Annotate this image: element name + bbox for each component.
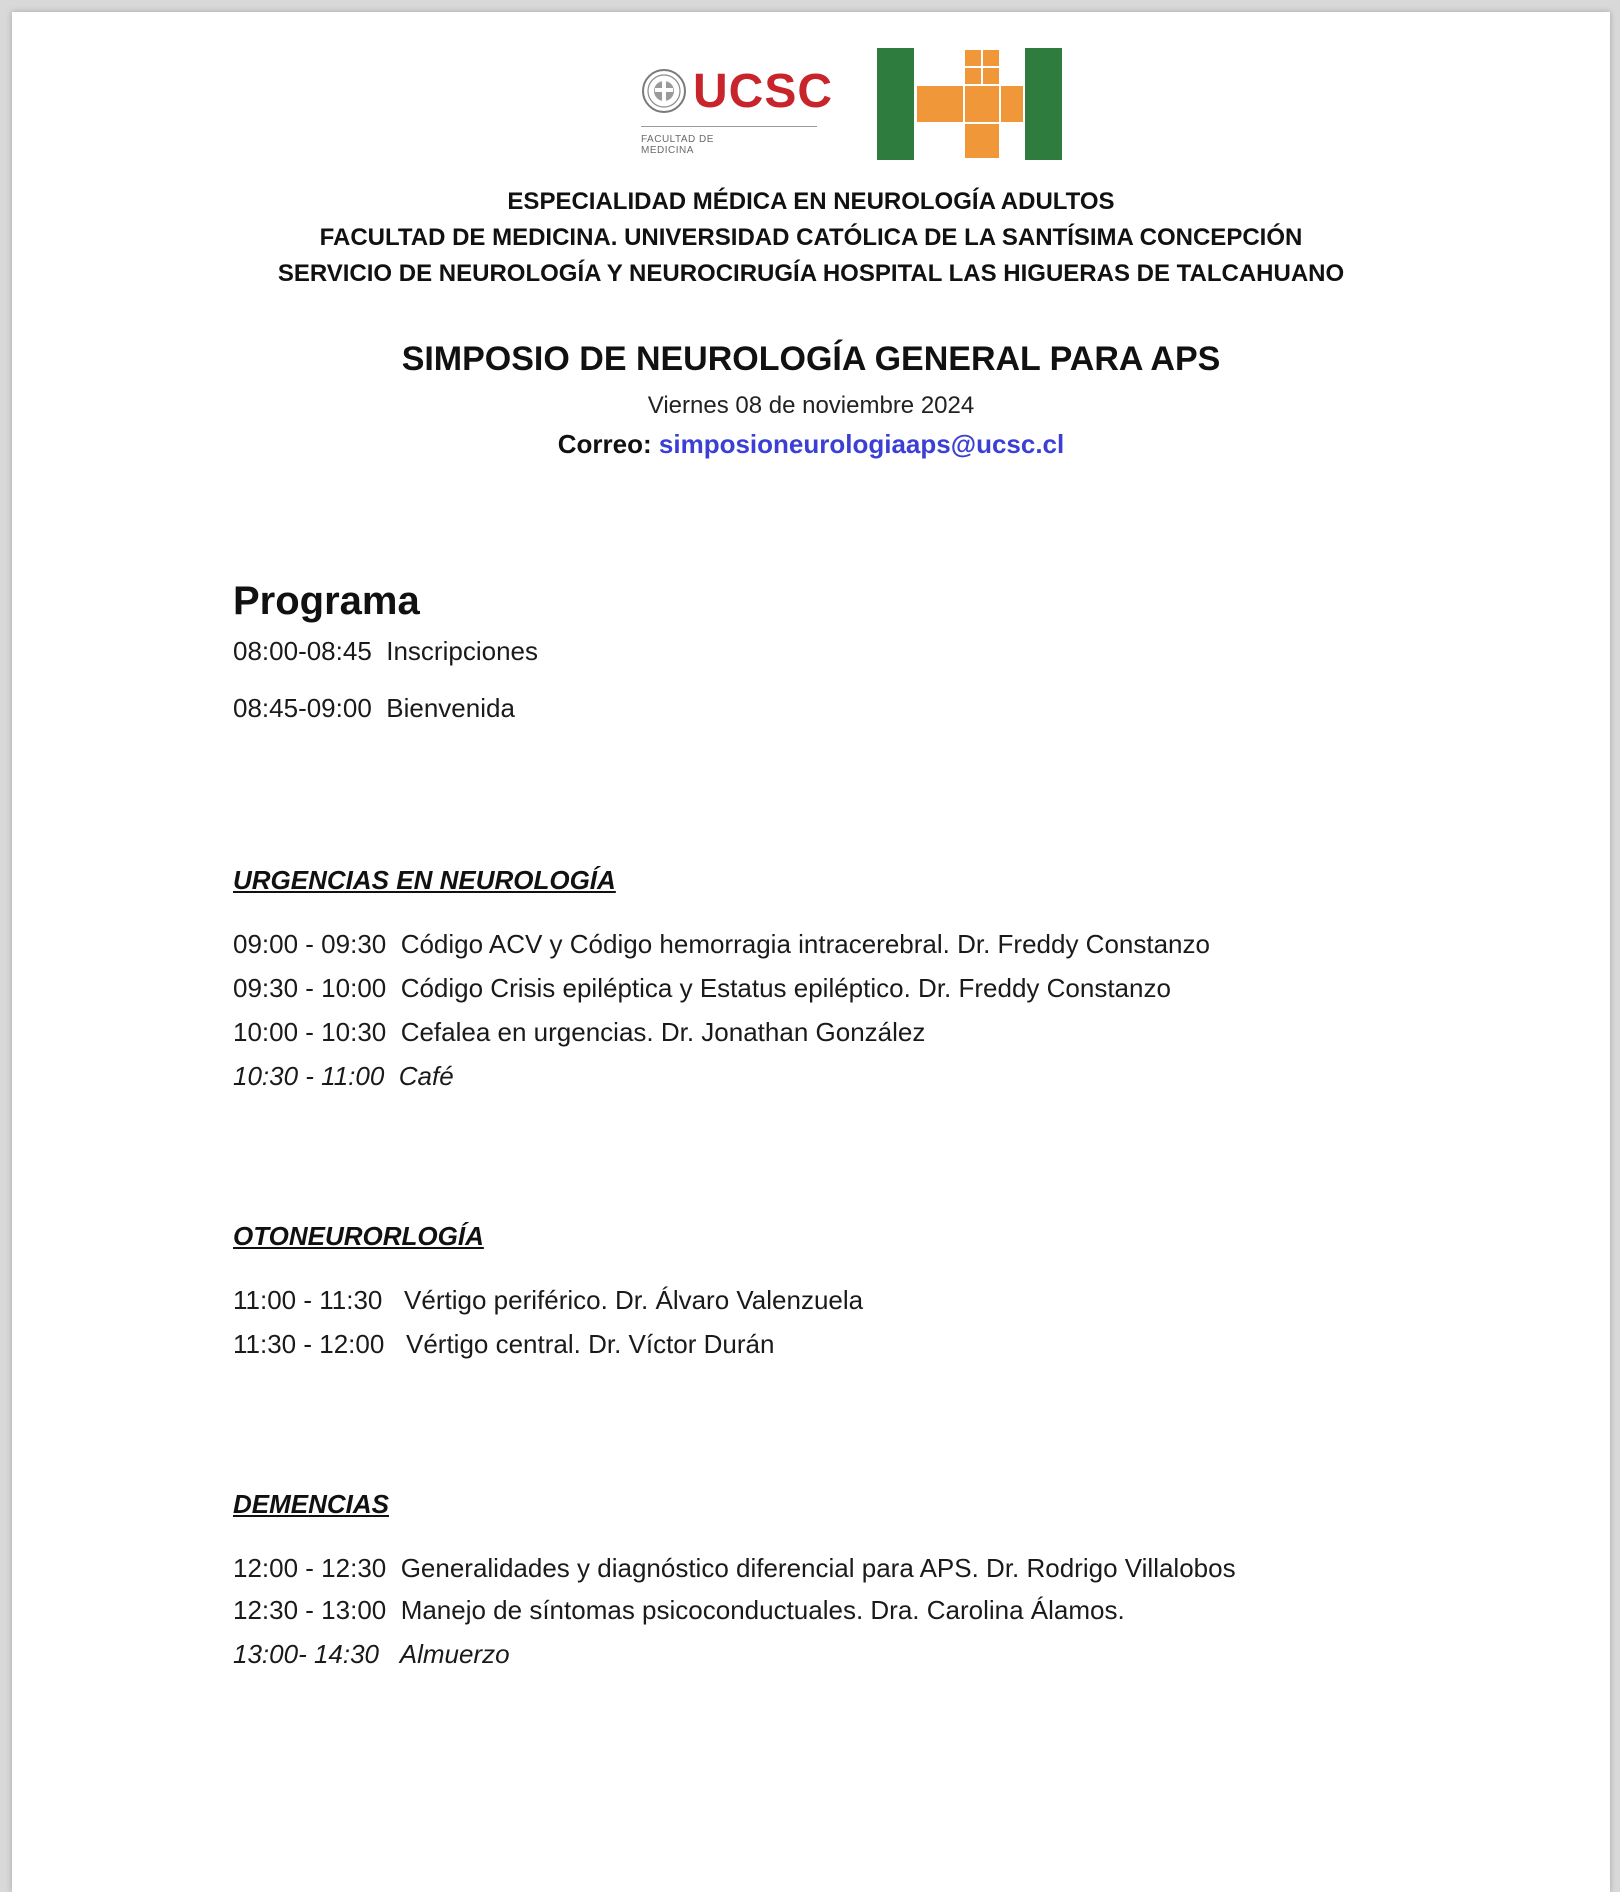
row-time: 10:30 - 11:00 bbox=[233, 1061, 385, 1091]
event-title: SIMPOSIO DE NEUROLOGÍA GENERAL PARA APS bbox=[401, 340, 1221, 378]
ucsc-seal-icon bbox=[641, 68, 687, 114]
section-title-otoneurologia: OTONEURORLOGÍA bbox=[233, 1221, 484, 1251]
ucsc-faculty-label bbox=[641, 134, 714, 156]
institution-header bbox=[12, 184, 1610, 292]
row-activity: Bienvenida bbox=[386, 693, 515, 723]
program-row bbox=[233, 636, 538, 667]
row-activity: Café bbox=[398, 1061, 454, 1091]
row-activity: Almuerzo bbox=[399, 1639, 510, 1669]
contact-label: Correo: bbox=[557, 429, 652, 459]
program-row bbox=[233, 1595, 1125, 1626]
row-activity: Código ACV y Código hemorragia intracerebral. Dr. Freddy Constanzo bbox=[400, 929, 1210, 959]
ucsc-faculty-line2: MEDICINA bbox=[641, 145, 694, 156]
row-activity: Vértigo periférico. Dr. Álvaro Valenzuela bbox=[404, 1285, 864, 1315]
row-time: 12:30 - 13:00 bbox=[233, 1595, 387, 1625]
row-activity: Vértigo central. Dr. Víctor Durán bbox=[405, 1329, 775, 1359]
row-time: 11:30 - 12:00 bbox=[233, 1329, 385, 1359]
row-time: 09:00 - 09:30 bbox=[233, 929, 387, 959]
document-page bbox=[12, 12, 1610, 1892]
row-time: 09:30 - 10:00 bbox=[233, 973, 387, 1003]
section-title-urgencias: URGENCIAS EN NEUROLOGÍA bbox=[233, 865, 616, 895]
program-row bbox=[233, 1329, 774, 1360]
ucsc-logo bbox=[626, 54, 834, 166]
program-row-break bbox=[233, 1061, 454, 1092]
section-title-demencias: DEMENCIAS bbox=[233, 1489, 390, 1519]
program-row-break bbox=[233, 1639, 510, 1670]
row-activity: Manejo de síntomas psicoconductuales. Dra. Carolina Álamos. bbox=[400, 1595, 1125, 1625]
program-row bbox=[233, 929, 1210, 960]
row-activity: Generalidades y diagnóstico diferencial para APS. Dr. Rodrigo Villalobos bbox=[400, 1553, 1236, 1583]
row-activity: Cefalea en urgencias. Dr. Jonathan González bbox=[400, 1017, 926, 1047]
program-heading: Programa bbox=[233, 579, 420, 623]
header-line-service: SERVICIO DE NEUROLOGÍA Y NEUROCIRUGÍA HOSPITAL LAS HIGUERAS DE TALCAHUANO bbox=[277, 260, 1345, 287]
header-line-faculty: FACULTAD DE MEDICINA. UNIVERSIDAD CATÓLICA DE LA SANTÍSIMA CONCEPCIÓN bbox=[319, 224, 1303, 251]
row-time: 08:00-08:45 bbox=[233, 636, 372, 666]
event-contact bbox=[12, 429, 1610, 460]
ucsc-faculty-line1: FACULTAD DE bbox=[641, 134, 714, 145]
row-activity: Inscripciones bbox=[386, 636, 538, 666]
program-row bbox=[233, 973, 1171, 1004]
contact-email-link[interactable]: simposioneurologiaaps@ucsc.cl bbox=[658, 429, 1065, 459]
ucsc-wordmark: UCSC bbox=[693, 65, 834, 118]
row-time: 08:45-09:00 bbox=[233, 693, 372, 723]
row-time: 11:00 - 11:30 bbox=[233, 1285, 383, 1315]
program-row bbox=[233, 1553, 1236, 1584]
row-activity: Código Crisis epiléptica y Estatus epiléptico. Dr. Freddy Constanzo bbox=[400, 973, 1171, 1003]
header-line-specialty: ESPECIALIDAD MÉDICA EN NEUROLOGÍA ADULTOS bbox=[507, 188, 1115, 215]
row-time: 13:00- 14:30 bbox=[233, 1639, 380, 1669]
row-time: 12:00 - 12:30 bbox=[233, 1553, 387, 1583]
row-time: 10:00 - 10:30 bbox=[233, 1017, 387, 1047]
logo-divider bbox=[641, 126, 817, 127]
program-row bbox=[233, 1017, 925, 1048]
program-row bbox=[233, 1285, 863, 1316]
event-date: Viernes 08 de noviembre 2024 bbox=[647, 392, 975, 419]
program-row bbox=[233, 693, 515, 724]
hospital-logo bbox=[877, 48, 1062, 160]
